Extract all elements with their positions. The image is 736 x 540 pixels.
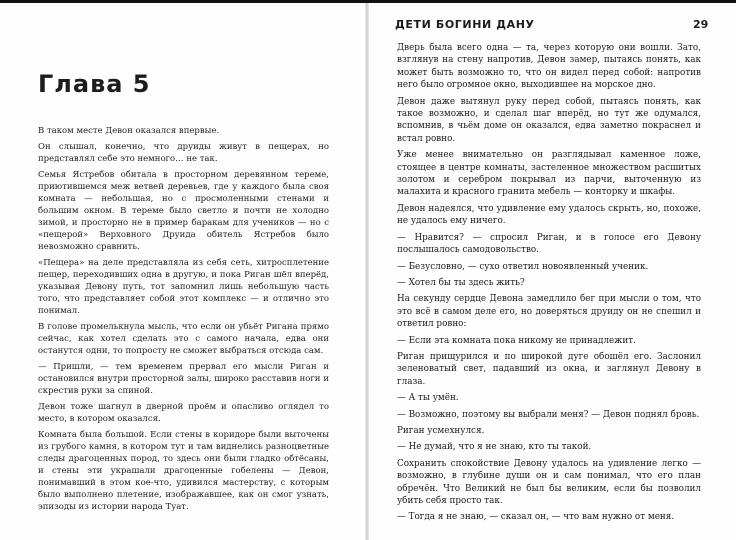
paragraph: — Если эта комната пока никому не принадлежит. <box>397 335 636 346</box>
paragraph: Девон даже вытянул руку перед собой, пытаясь понять, как такое возможно, и сделал шаг вперёд, но тут же одумался, вспомнив, в чьём доме он оказался, едва заметно покраснел и встал ровно. <box>397 96 701 144</box>
paragraph: Риган прищурился и по широкой дуге обошёл его. Заслонил зеленоватый свет, падавший из окна, и заглянул Девону в глаза. <box>397 351 701 387</box>
paragraph: — Нравится? — спросил Риган, и в голосе его Девону послышалось самодовольство. <box>397 232 701 256</box>
paragraph: — А ты умён. <box>397 393 459 404</box>
paragraph: На секунду сердце Девона замедлило бег при мысли о том, что это всё в самом деле его, но доверяться друиду он не спешил и ответил ровно: <box>397 294 701 330</box>
paragraph: Уже менее внимательно он разглядывал каменное ложе, стоящее в центре комнаты, застеленное множеством расшитых золотом и серебром покрывал из парчи, выточенную из малахита и красного гранита мебель — конторку и шкафы. <box>397 150 701 198</box>
paragraph: — Пришли, — тем временем прервал его мысли Риган и остановился внутри просторной залы, широко расставив ноги и скрестив руки за спиной. <box>38 362 329 396</box>
paragraph: Девон надеялся, что удивление ему удалось скрыть, но, похоже, не удалось ему ничего. <box>397 203 701 227</box>
paragraph: — Безусловно, — сухо ответил новоявленный ученик. <box>397 261 649 272</box>
chapter-title: Глава 5 <box>38 70 151 98</box>
paragraph: Дверь была всего одна — та, через которую они вошли. Зато, взглянув на стену напротив, Девон замер, пытаясь понять, как может быть возможно то, что он видел перед собой: напротив него было огромное окно, выходившее на морское дно. <box>397 43 701 91</box>
paragraph: В таком месте Девон оказался впервые. <box>38 126 220 136</box>
paragraph: Комната была большой. Если стены в коридоре были выточены из грубого камня, в котором тут и там виднелись разноцветные следы драгоценных пород, то здесь они были гладко обтёсаны, и стены эти украшали драгоценные гобелены — Девон, понимавший в этом кое-что, удивился мастерству, с которым было выполнено плетение, изображавшее, как он смог узнать, эпизоды из истории народа Туат. <box>38 430 329 512</box>
paragraph: — Возможно, поэтому вы выбрали меня? — Девон поднял бровь. <box>397 409 700 420</box>
left-text-column <box>38 125 329 517</box>
top-edge <box>0 0 736 3</box>
paragraph: Он слышал, конечно, что друиды живут в пещерах, но представлял себе это немного… не так. <box>38 142 329 164</box>
paragraph: — Хотел бы ты здесь жить? <box>397 277 525 288</box>
paragraph: Девон тоже шагнул в дверной проём и опасливо оглядел то место, в котором оказался. <box>38 402 329 424</box>
paragraph: — Тогда я не знаю, — сказал он, — что вам нужно от меня. <box>397 512 675 523</box>
paragraph: — Не думай, что я не знаю, кто ты такой. <box>397 442 592 453</box>
page-number: 29 <box>693 18 709 31</box>
paragraph: «Пещера» на деле представляла из себя сеть, хитросплетение пещер, переходивших одна в другую, и пока Риган шёл вперёд, указывая Девону путь, тот запомнил лишь небольшую часть того, что представляет собой этот комплекс — и отлично это понимал. <box>38 258 329 316</box>
paragraph: Семья Ястребов обитала в просторном деревянном тереме, приютившемся меж ветвей деревьев, где у каждого была своя комната — небольшая, но с просмоленными стенами и большим окном. В тереме было светло и почти не холодно зимой, и просторно не в пример баракам для учеников — но с «пещерой» Верховного Друида обитель Ястребов было невозможно сравнить. <box>38 170 329 252</box>
paragraph: Сохранить спокойствие Девону удалось на удивление легко — возможно, в глубине души он и сам понимал, что его план обречён. Что Великий не был бы великим, если бы позволил убить себя просто так. <box>397 458 701 506</box>
right-text-column <box>397 42 701 528</box>
paragraph: В голове промелькнула мысль, что если он убьёт Ригана прямо сейчас, как хотел сделать это с самого начала, едва они останутся одни, то попросту не сможет выбраться отсюда сам. <box>38 322 329 356</box>
book-gutter <box>365 0 369 540</box>
paragraph: Риган усмехнулся. <box>397 425 485 436</box>
running-head: ДЕТИ БОГИНИ ДАНУ <box>395 18 535 31</box>
